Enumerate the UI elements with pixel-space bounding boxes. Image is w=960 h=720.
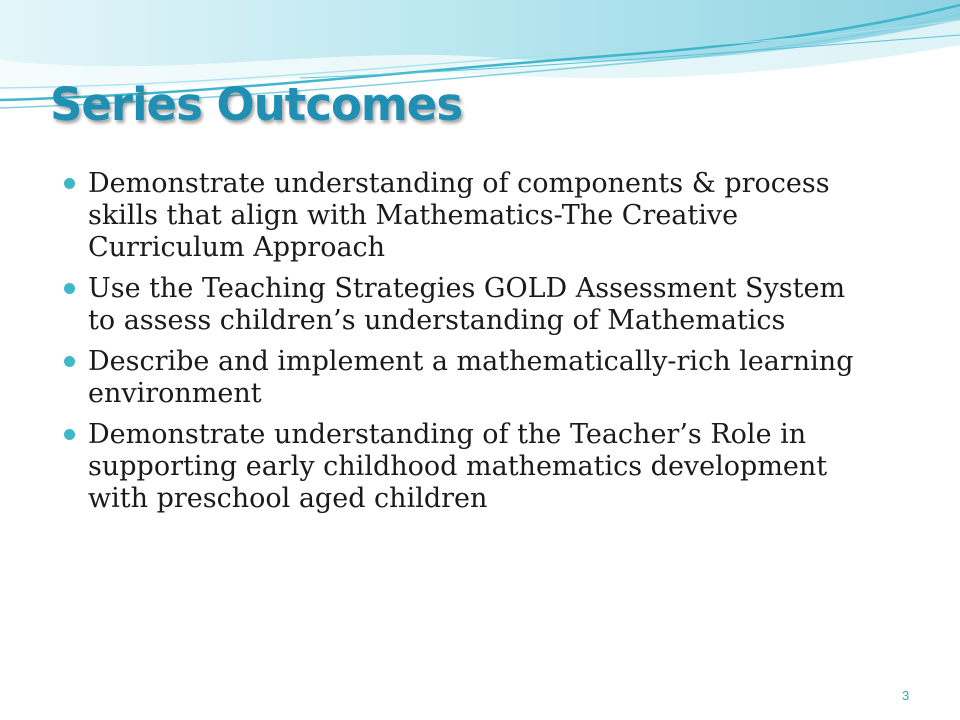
slide-title: Series Outcomes bbox=[50, 78, 463, 131]
bullet-item bbox=[64, 273, 864, 337]
bullet-item bbox=[64, 419, 864, 515]
page-number: 3 bbox=[902, 688, 910, 703]
bullet-dot-icon bbox=[64, 356, 75, 367]
bullet-dot-icon bbox=[64, 429, 75, 440]
bullet-text: Demonstrate understanding of components & process skills that align with Mathematics-The Creative Curriculum Approach bbox=[88, 168, 830, 263]
bullet-dot-icon bbox=[64, 283, 75, 294]
bullet-list bbox=[64, 168, 864, 524]
bullet-text: Demonstrate understanding of the Teacher’s Role in supporting early childhood mathematics development with preschool aged children bbox=[88, 419, 828, 514]
bullet-item bbox=[64, 168, 864, 264]
bullet-item bbox=[64, 346, 864, 410]
bullet-dot-icon bbox=[64, 178, 75, 189]
bullet-text: Describe and implement a mathematically-rich learning environment bbox=[88, 346, 854, 409]
bullet-text: Use the Teaching Strategies GOLD Assessment System to assess children’s understanding of Mathematics bbox=[88, 273, 846, 336]
